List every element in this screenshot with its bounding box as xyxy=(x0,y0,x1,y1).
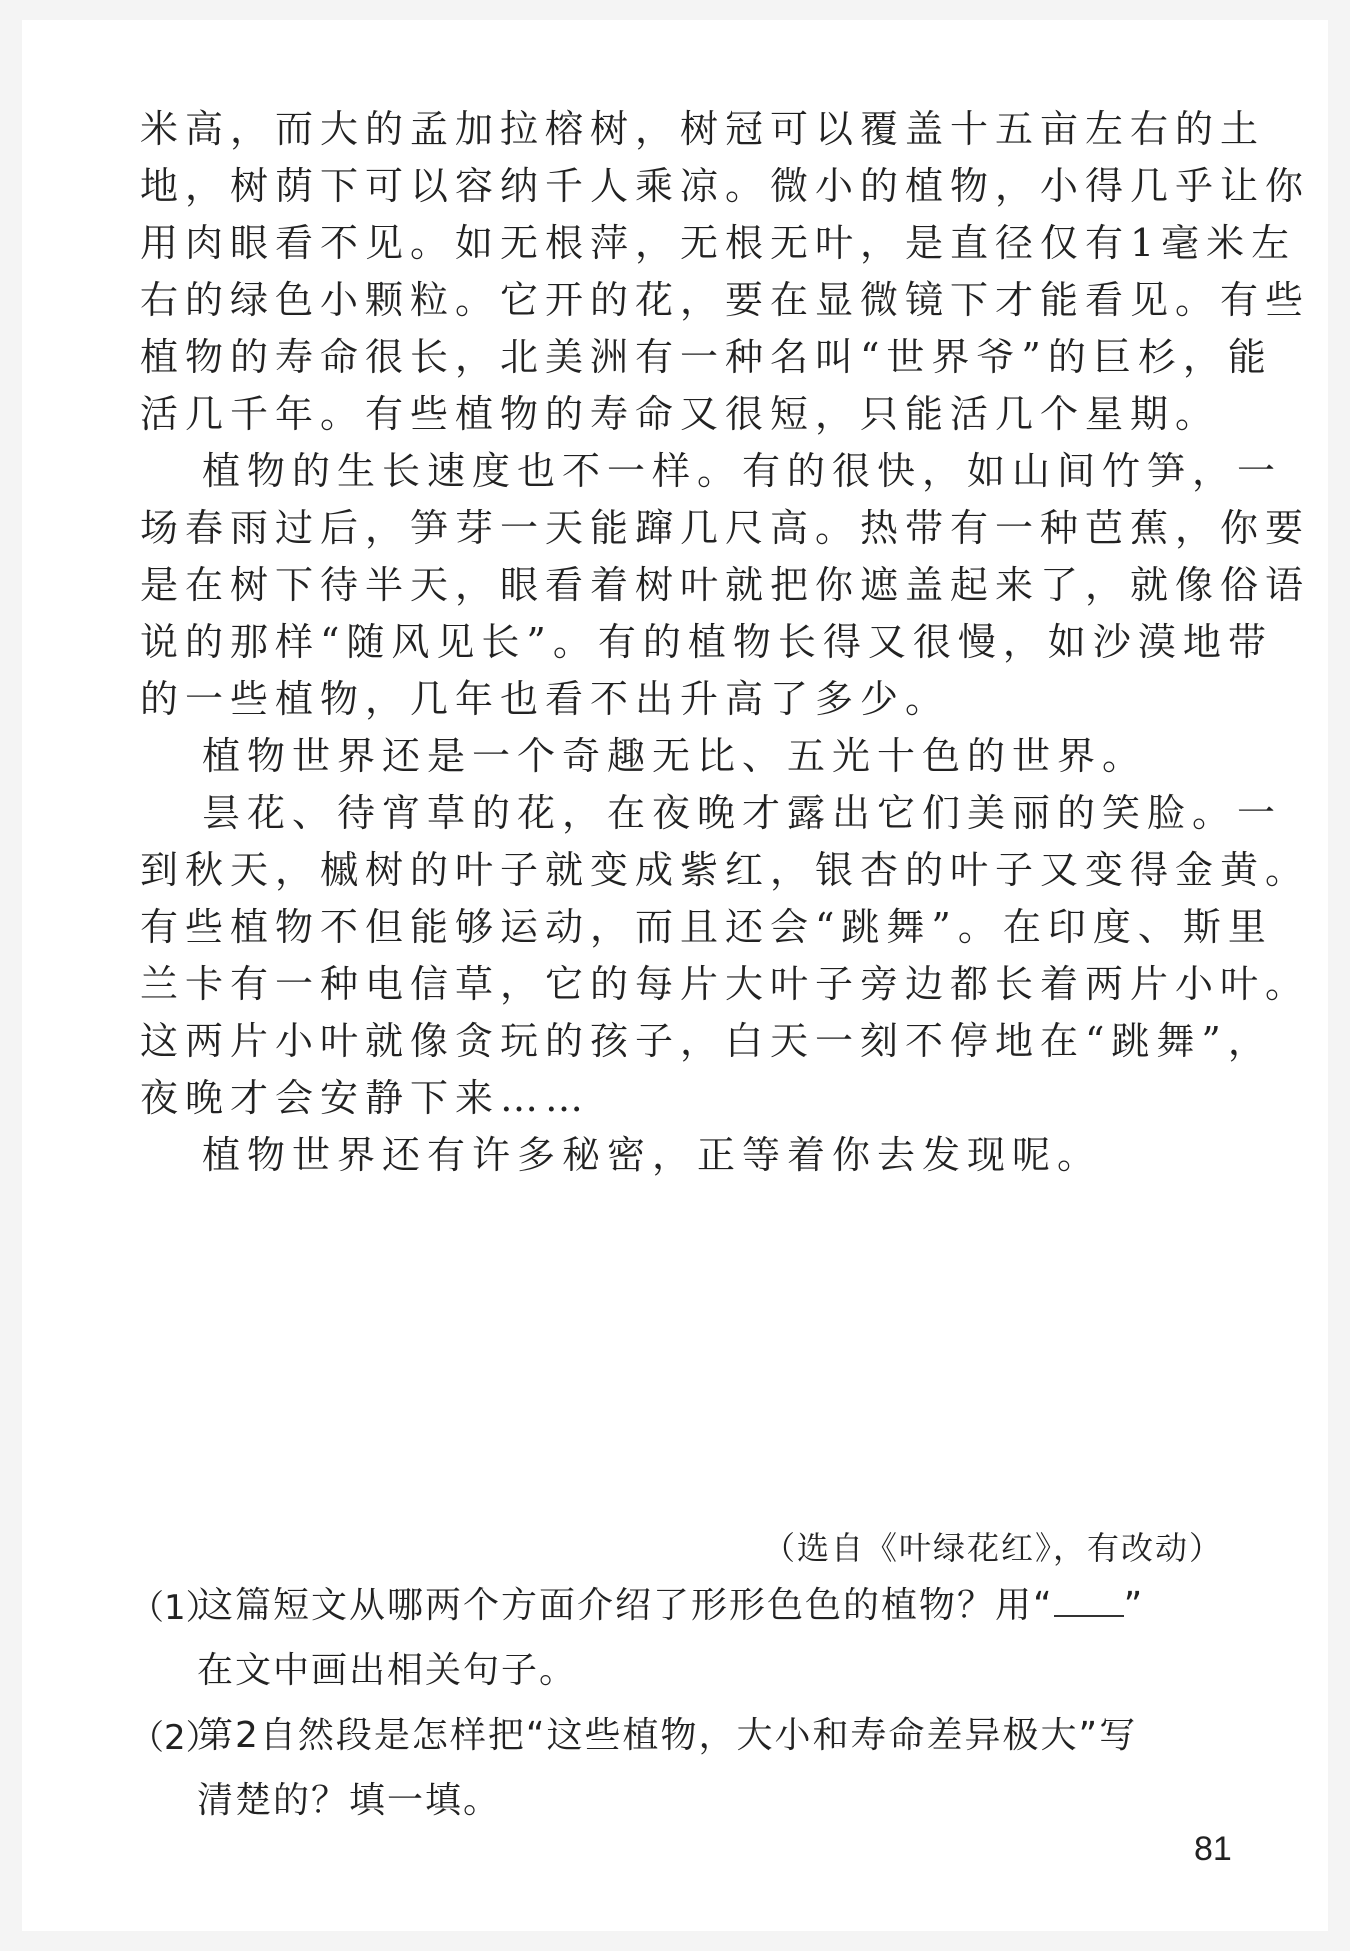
question-1-line-2: 在文中画出相关句子。 xyxy=(197,1650,578,1691)
paragraph-first-line: 昙花、待宵草的花，在夜晚才露出它们美丽的笑脸。一 xyxy=(202,791,1283,835)
text-line: 是在树下待半天，眼看着树叶就把你遮盖起来了，就像俗语 xyxy=(140,563,1311,607)
paragraph-first-line: 植物世界还有许多秘密，正等着你去发现呢。 xyxy=(202,1133,1103,1177)
text-line: 这两片小叶就像贪玩的孩子，白天一刻不停地在“跳舞”， xyxy=(140,1019,1273,1063)
text-line: 植物的寿命很长，北美洲有一种名叫“世界爷”的巨杉，能 xyxy=(140,335,1273,379)
underline-blank xyxy=(1054,1589,1124,1617)
text-line: 夜晚才会安静下来…… xyxy=(140,1076,591,1120)
question-2-line-1: 第2自然段是怎样把“这些植物，大小和寿命差异极大”写 xyxy=(197,1715,1138,1756)
text-line: 用肉眼看不见。如无根萍，无根无叶，是直径仅有1毫米左 xyxy=(140,221,1297,265)
question-1-line-1 xyxy=(197,1577,1144,1628)
textbook-page xyxy=(22,20,1328,1931)
text-line: 右的绿色小颗粒。它开的花，要在显微镜下才能看见。有些 xyxy=(140,278,1311,322)
question-1-quote-close: ” xyxy=(1123,1585,1145,1626)
question-1-text: 这篇短文从哪两个方面介绍了形形色色的植物？用“ xyxy=(197,1585,1054,1626)
text-line: 兰卡有一种电信草，它的每片大叶子旁边都长着两片小叶。 xyxy=(140,962,1311,1006)
paragraph-first-line: 植物世界还是一个奇趣无比、五光十色的世界。 xyxy=(202,734,1148,778)
page-number: 81 xyxy=(1194,1830,1232,1868)
text-line: 米高，而大的孟加拉榕树，树冠可以覆盖十五亩左右的土 xyxy=(140,107,1266,151)
text-line: 地，树荫下可以容纳千人乘凉。微小的植物，小得几乎让你 xyxy=(140,164,1311,208)
text-line: 的一些植物，几年也看不出升高了多少。 xyxy=(140,677,951,721)
text-line: 场春雨过后，笋芽一天能蹿几尺高。热带有一种芭蕉，你要 xyxy=(140,506,1311,550)
text-line: 有些植物不但能够运动，而且还会“跳舞”。在印度、斯里 xyxy=(140,905,1273,949)
text-line: 活几千年。有些植物的寿命又很短，只能活几个星期。 xyxy=(140,392,1221,436)
text-line: 到秋天，槭树的叶子就变成紫红，银杏的叶子又变得金黄。 xyxy=(140,848,1311,892)
question-number: （1） xyxy=(130,1588,220,1628)
question-number: （2） xyxy=(130,1718,220,1758)
text-line: 说的那样“随风见长”。有的植物长得又很慢，如沙漠地带 xyxy=(140,620,1273,664)
paragraph-first-line: 植物的生长速度也不一样。有的很快，如山间竹笋，一 xyxy=(202,449,1283,493)
source-citation: （选自《叶绿花红》，有改动） xyxy=(762,1529,1223,1567)
question-2-line-2: 清楚的？填一填。 xyxy=(197,1780,502,1821)
